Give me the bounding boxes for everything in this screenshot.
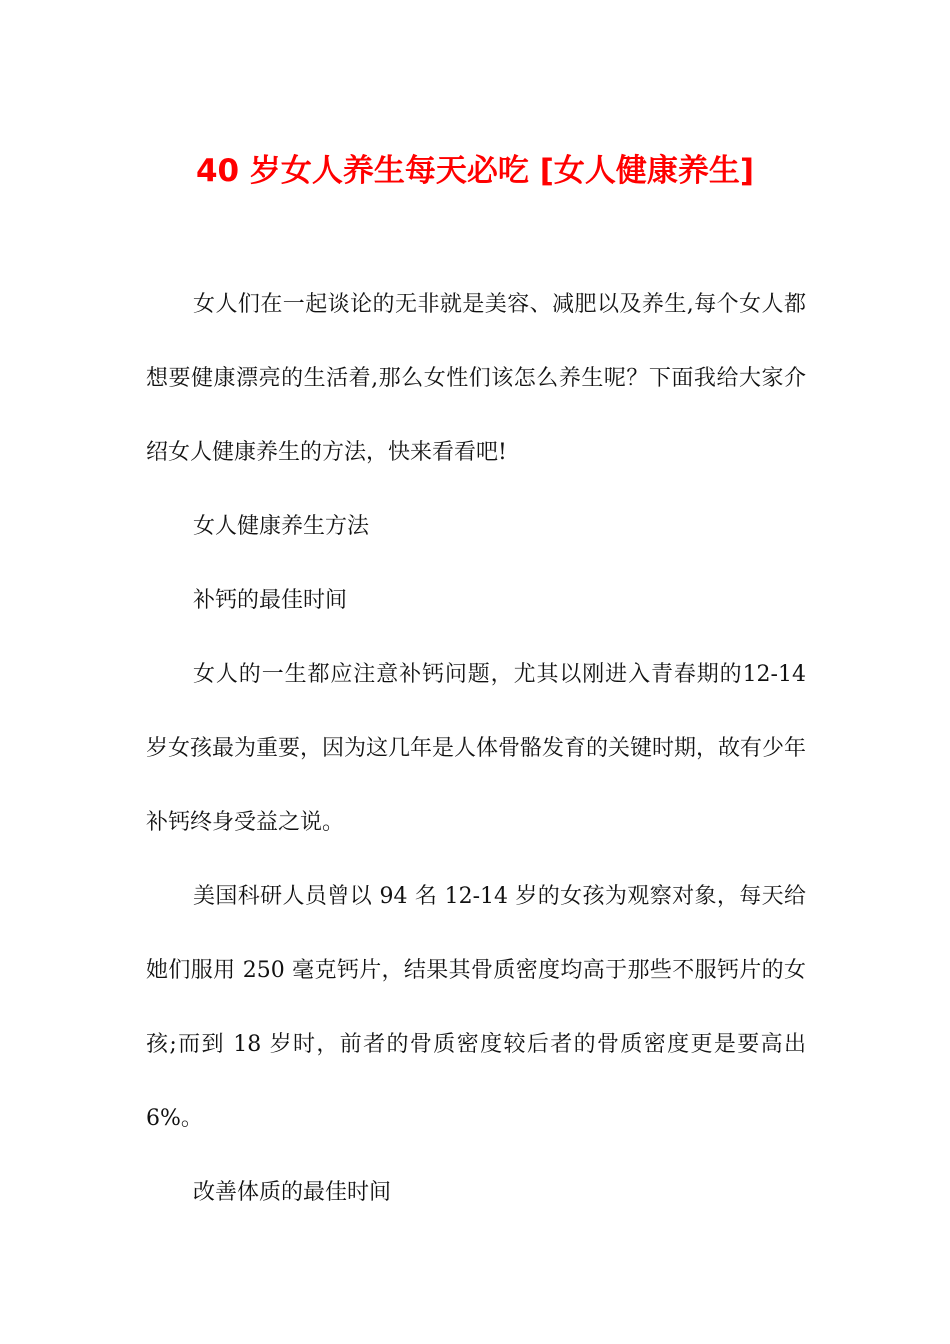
- body-paragraph: 美国科研人员曾以 94 名 12-14 岁的女孩为观察对象，每天给她们服用 250 毫克钙片，结果其骨质密度均高于那些不服钙片的女孩;而到 18 岁时，前者的骨质密度较后者的骨质密度更是要高出 6%。: [146, 884, 806, 1131]
- document-title: 40 岁女人养生每天必吃 [女人健康养生]: [195, 153, 755, 189]
- body-paragraph: 女人的一生都应注意补钙问题，尤其以刚进入青春期的12-14 岁女孩最为重要，因为这几年是人体骨骼发育的关键时期，故有少年补钙终身受益之说。: [146, 662, 807, 835]
- section-heading: 女人健康养生方法: [193, 514, 370, 539]
- intro-paragraph: 女人们在一起谈论的无非就是美容、减肥以及养生,每个女人都想要健康漂亮的生活着,那么女性们该怎么养生呢？下面我给大家介绍女人健康养生的方法，快来看看吧!: [146, 292, 806, 465]
- subsection-heading: 补钙的最佳时间: [193, 588, 348, 613]
- document-body: [146, 268, 806, 1230]
- subsection-heading: 改善体质的最佳时间: [193, 1180, 392, 1205]
